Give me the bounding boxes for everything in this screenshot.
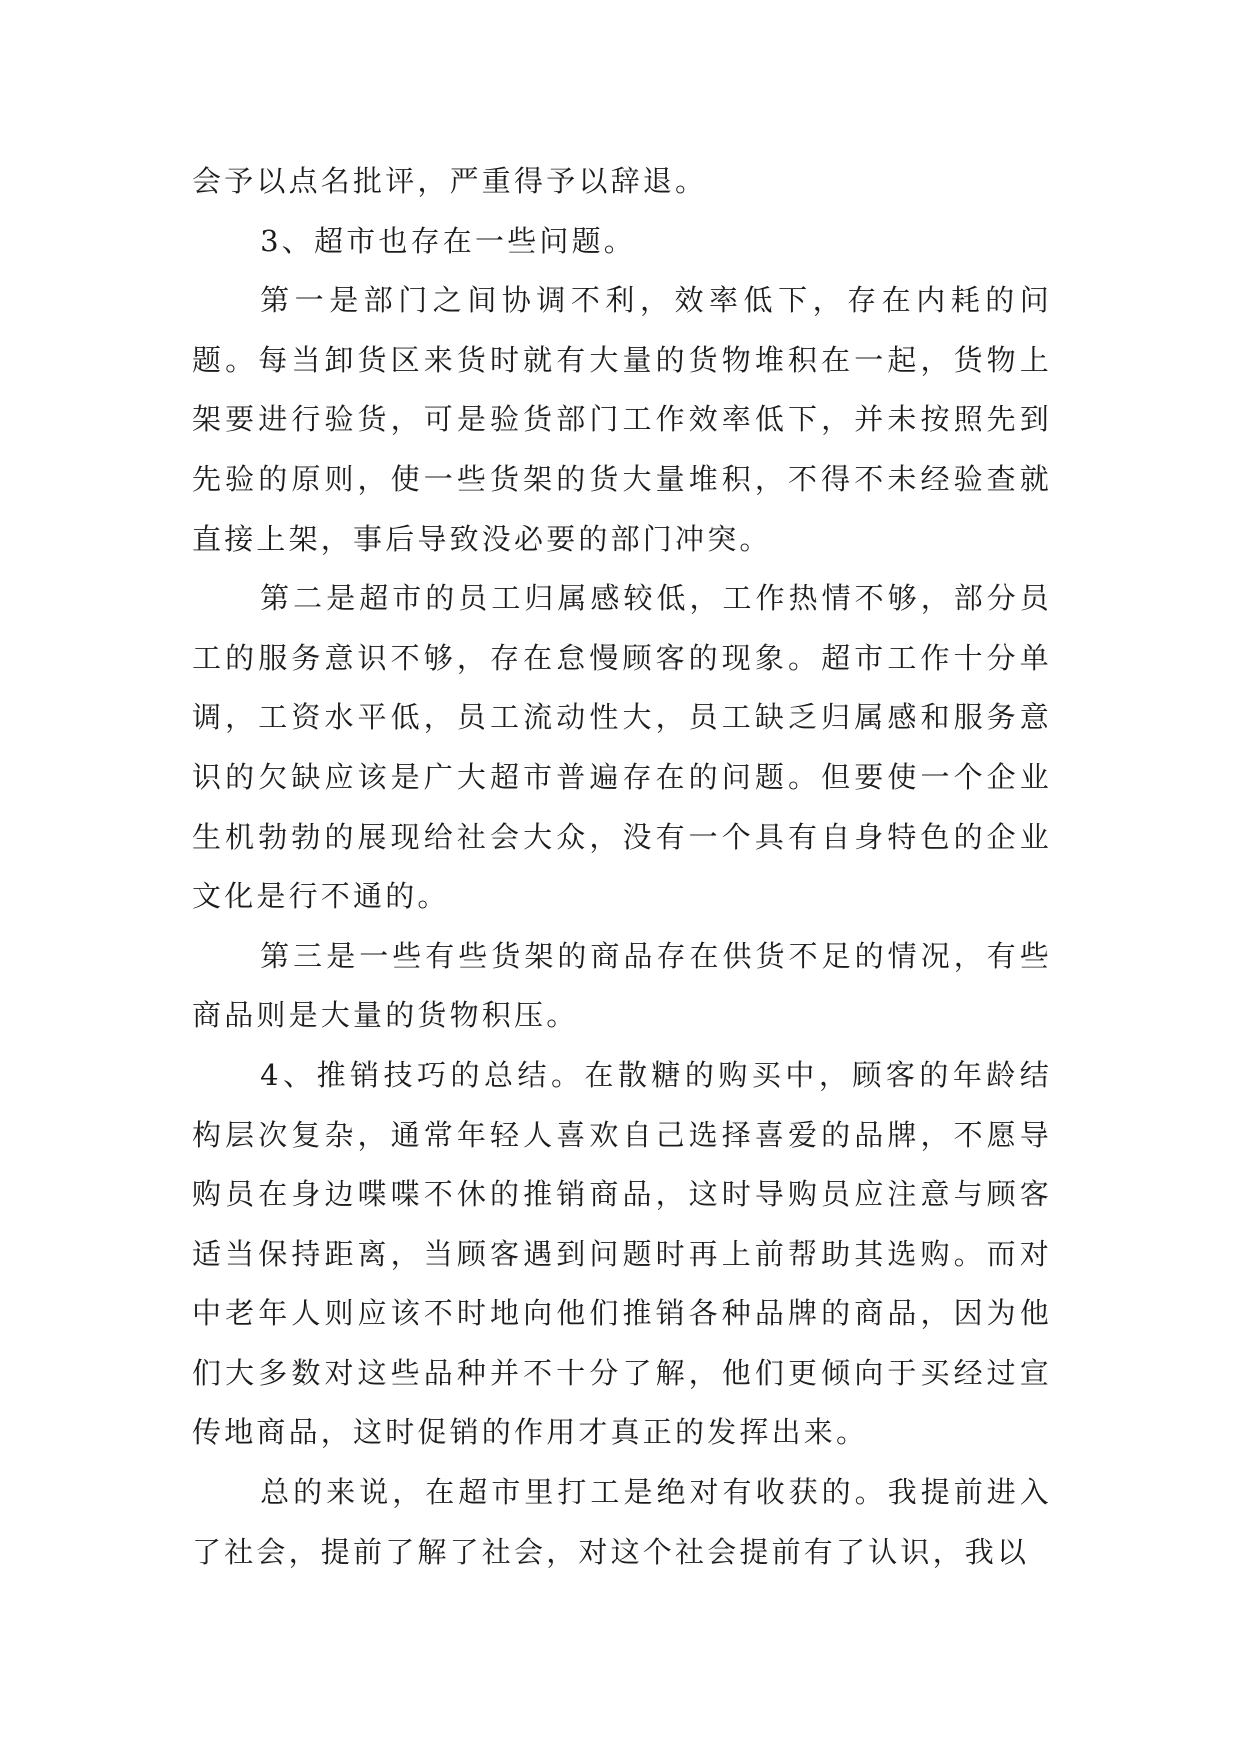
paragraph-problem-3: 第三是一些有些货架的商品存在供货不足的情况，有些商品则是大量的货物积压。 [192, 938, 1052, 1033]
paragraph-continuation: 会予以点名批评，严重得予以辞退。 [192, 164, 708, 198]
paragraph-section-3-heading: 3、超市也存在一些问题。 [260, 223, 636, 258]
body-text [192, 152, 1052, 1582]
paragraph-section-4-sales-tips: 4、推销技巧的总结。在散糖的购买中，顾客的年龄结构层次复杂，通常年轻人喜欢自己选择喜爱的品牌，不愿导购员在身边喋喋不休的推销商品，这时导购员应注意与顾客适当保持距离，当顾客遇到问题时再上前帮助其选购。而对中老年人则应该不时地向他们推销各种品牌的商品，因为他们大多数对这些品种并不十分了解，他们更倾向于买经过宣传地商品，这时促销的作用才真正的发挥出来。 [192, 1057, 1052, 1450]
paragraph-summary: 总的来说，在超市里打工是绝对有收获的。我提前进入了社会，提前了解了社会，对这个社会提前有了认识，我以 [192, 1475, 1052, 1569]
paragraph-problem-2: 第二是超市的员工归属感较低，工作热情不够，部分员工的服务意识不够，存在怠慢顾客的现象。超市工作十分单调，工资水平低，员工流动性大，员工缺乏归属感和服务意识的欠缺应该是广大超市普遍存在的问题。但要使一个企业生机勃勃的展现给社会大众，没有一个具有自身特色的企业文化是行不通的。 [192, 581, 1052, 914]
paragraph-problem-1: 第一是部门之间协调不利，效率低下，存在内耗的问题。每当卸货区来货时就有大量的货物堆积在一起，货物上架要进行验货，可是验货部门工作效率低下，并未按照先到先验的原则，使一些货架的货大量堆积，不得不未经验查就直接上架，事后导致没必要的部门冲突。 [192, 283, 1052, 556]
